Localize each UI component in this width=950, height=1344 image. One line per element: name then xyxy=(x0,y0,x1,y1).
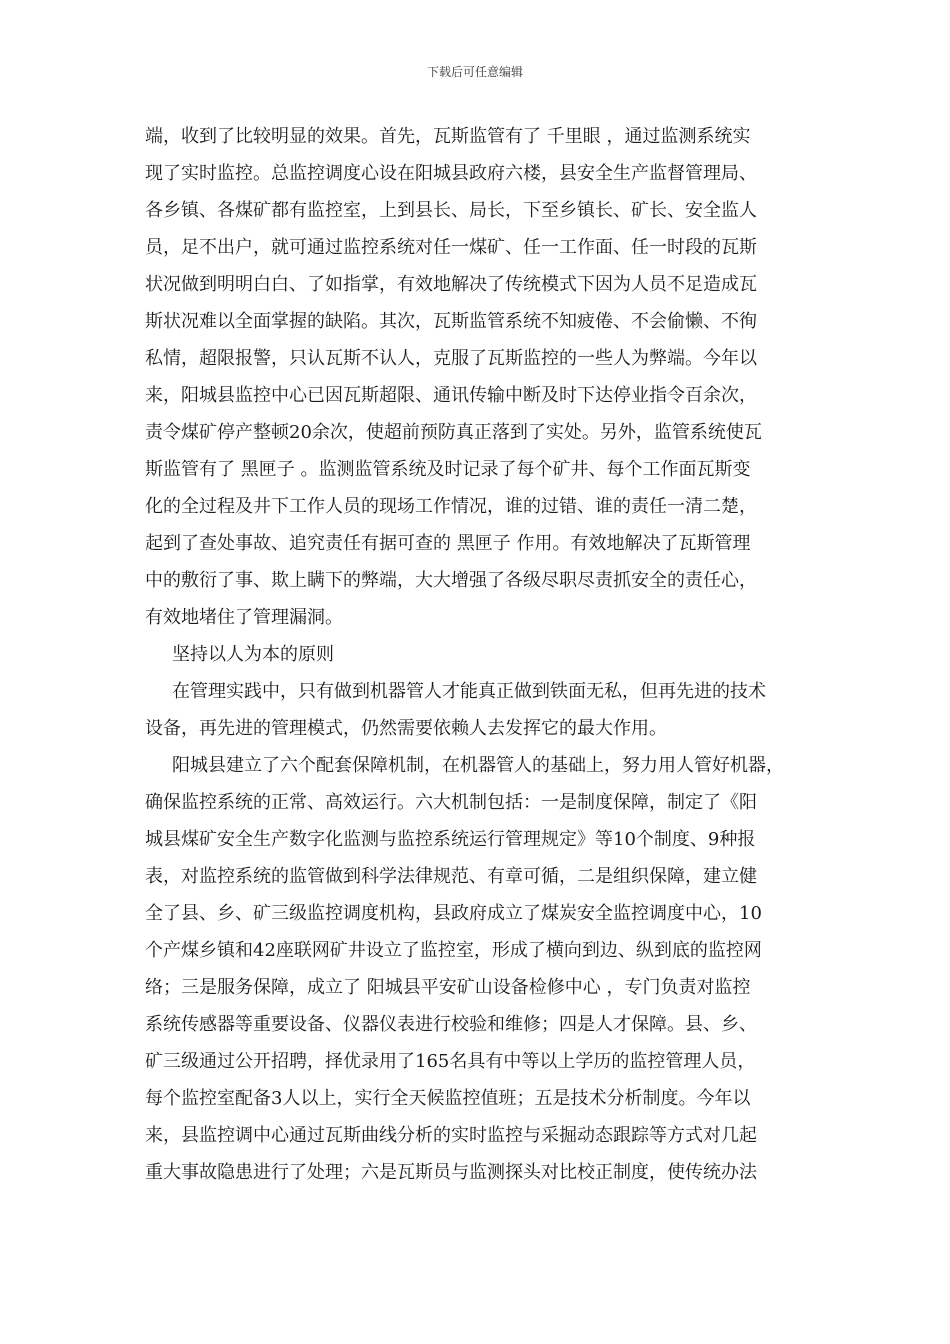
text-line: 斯监管有了 黑匣子 。监测监管系统及时记录了每个矿井、每个工作面瓦斯变 xyxy=(145,459,751,480)
text-line: 阳城县建立了六个配套保障机制，在机器管人的基础上，努力用人管好机器， xyxy=(172,755,784,776)
text-line: 化的全过程及井下工作人员的现场工作情况，谁的过错、谁的责任一清二楚， xyxy=(145,496,757,517)
text-line: 员，足不出户，就可通过监控系统对任一煤矿、任一工作面、任一时段的瓦斯 xyxy=(145,237,757,258)
text-line: 各乡镇、各煤矿都有监控室，上到县长、局长，下至乡镇长、矿长、安全监人 xyxy=(145,200,757,221)
text-line: 起到了查处事故、追究责任有据可查的 黑匣子 作用。有效地解决了瓦斯管理 xyxy=(145,533,751,554)
text-line: 私情，超限报警，只认瓦斯不认人，克服了瓦斯监控的一些人为弊端。今年以 xyxy=(145,348,757,369)
text-line: 每个监控室配备3人以上，实行全天候监控值班；五是技术分析制度。今年以 xyxy=(145,1088,751,1109)
text-line: 斯状况难以全面掌握的缺陷。其次，瓦斯监管系统不知疲倦、不会偷懒、不徇 xyxy=(145,311,757,332)
text-line: 系统传感器等重要设备、仪器仪表进行校验和维修；四是人才保障。县、乡、 xyxy=(145,1014,757,1035)
text-line: 矿三级通过公开招聘，择优录用了165名具有中等以上学历的监控管理人员， xyxy=(145,1051,756,1072)
text-line: 在管理实践中，只有做到机器管人才能真正做到铁面无私，但再先进的技术 xyxy=(172,681,766,702)
text-line: 来，阳城县监控中心已因瓦斯超限、通讯传输中断及时下达停业指令百余次， xyxy=(145,385,757,406)
page-header: 下载后可任意编辑 xyxy=(426,65,523,79)
text-line: 坚持以人为本的原则 xyxy=(172,644,334,665)
text-line: 端，收到了比较明显的效果。首先，瓦斯监管有了 千里眼 ，通过监测系统实 xyxy=(145,126,751,147)
text-line: 来，县监控调中心通过瓦斯曲线分析的实时监控与采掘动态跟踪等方式对几起 xyxy=(145,1125,757,1146)
text-line: 个产煤乡镇和42座联网矿井设立了监控室，形成了横向到边、纵到底的监控网 xyxy=(145,940,762,961)
document-body xyxy=(145,118,813,1191)
text-line: 设备，再先进的管理模式，仍然需要依赖人去发挥它的最大作用。 xyxy=(145,718,667,739)
text-line: 状况做到明明白白、了如指掌，有效地解决了传统模式下因为人员不足造成瓦 xyxy=(145,274,757,295)
text-line: 中的敷衍了事、欺上瞒下的弊端，大大增强了各级尽职尽责抓安全的责任心， xyxy=(145,570,757,591)
text-line: 重大事故隐患进行了处理；六是瓦斯员与监测探头对比校正制度，使传统办法 xyxy=(145,1162,757,1183)
text-line: 全了县、乡、矿三级监控调度机构，县政府成立了煤炭安全监控调度中心，10 xyxy=(145,903,762,924)
text-line: 络；三是服务保障，成立了 阳城县平安矿山设备检修中心 ，专门负责对监控 xyxy=(145,977,751,998)
text-line: 责令煤矿停产整顿20余次，使超前预防真正落到了实处。另外，监管系统使瓦 xyxy=(145,422,762,443)
text-line: 有效地堵住了管理漏洞。 xyxy=(145,607,343,628)
text-line: 现了实时监控。总监控调度心设在阳城县政府六楼，县安全生产监督管理局、 xyxy=(145,163,757,184)
text-line: 确保监控系统的正常、高效运行。六大机制包括：一是制度保障，制定了《阳 xyxy=(145,792,757,813)
text-line: 城县煤矿安全生产数字化监测与监控系统运行管理规定》等10个制度、9种报 xyxy=(145,829,756,850)
text-line: 表，对监控系统的监管做到科学法律规范、有章可循，二是组织保障，建立健 xyxy=(145,866,757,887)
